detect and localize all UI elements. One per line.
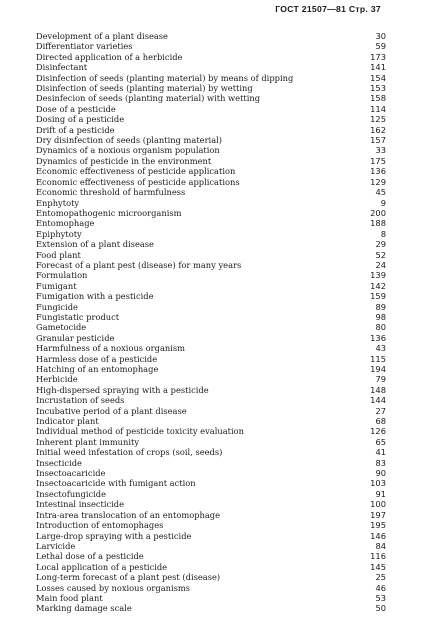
index-page-number: 45 [375, 187, 386, 198]
index-entry [36, 239, 386, 249]
index-page-number: 114 [370, 103, 386, 114]
index-page-number: 116 [370, 551, 386, 562]
index-entry [36, 385, 386, 395]
index-term: Differentiator varieties [36, 41, 133, 52]
index-entry [36, 260, 386, 270]
index-page-number: 136 [370, 166, 386, 177]
index-page-number: 197 [370, 509, 386, 520]
index-entry [36, 520, 386, 530]
index-term: Entomopathogenic microorganism [36, 207, 182, 218]
index-term: Fungicide [36, 301, 78, 312]
index-entry [36, 156, 386, 166]
index-term: Economic threshold of harmfulness [36, 187, 186, 198]
index-page-number: 136 [370, 332, 386, 343]
index-term: Extension of a plant disease [36, 239, 154, 250]
index-term: Dry disinfection of seeds (planting material) [36, 135, 223, 146]
index-entry [36, 593, 386, 603]
index-entry [36, 73, 386, 83]
index-term: Harmless dose of a pesticide [36, 353, 158, 364]
index-entry [36, 583, 386, 593]
index-term: Fumigant [36, 280, 77, 291]
index-page-number: 142 [370, 280, 386, 291]
index-term: High-dispersed spraying with a pesticide [36, 384, 209, 395]
index-page-number: 195 [370, 520, 386, 531]
index-term: Drift of a pesticide [36, 124, 115, 135]
index-entry [36, 426, 386, 436]
index-page-number: 89 [375, 301, 386, 312]
index-entry [36, 437, 386, 447]
index-term: Disinfection of seeds (planting material) by means of dipping [36, 72, 294, 83]
index-term: Dynamics of a noxious organism population [36, 145, 220, 156]
index-entry [36, 468, 386, 478]
index-term: Harmfulness of a noxious organism [36, 343, 186, 354]
index-page-number: 80 [375, 322, 386, 333]
index-entry [36, 291, 386, 301]
index-term: Development of a plant disease [36, 31, 168, 41]
index-entry [36, 478, 386, 488]
index-page-number: 43 [375, 343, 386, 354]
index-page-number: 90 [375, 468, 386, 479]
index-entry [36, 447, 386, 457]
index-page-number: 53 [375, 592, 386, 603]
index-page-number: 145 [370, 561, 386, 572]
index-entry [36, 145, 386, 155]
index-entry [36, 312, 386, 322]
index-entry [36, 531, 386, 541]
index-term: Desinfecion of seeds (planting material) with wetting [36, 93, 261, 104]
index-term: Fungistatic product [36, 311, 120, 322]
index-term: Entomophage [36, 218, 95, 229]
index-entry [36, 250, 386, 260]
index-page-number: 141 [370, 62, 386, 73]
index-page-number: 100 [370, 499, 386, 510]
index-entry [36, 489, 386, 499]
index-term: Indicator plant [36, 416, 99, 427]
index-entry [36, 374, 386, 384]
index-page-number: 129 [370, 176, 386, 187]
index-entry [36, 333, 386, 343]
index-entry [36, 302, 386, 312]
index-term: Introduction of entomophages [36, 520, 164, 531]
index-term: Insectofungicide [36, 488, 107, 499]
index-page-number: 33 [375, 145, 386, 156]
index-entry [36, 177, 386, 187]
index-entry [36, 229, 386, 239]
index-term: Enphytoty [36, 197, 80, 208]
index-term: Gametocide [36, 322, 87, 333]
index-entry [36, 187, 386, 197]
index-page-number: 159 [370, 291, 386, 302]
index-term: Dosing of a pesticide [36, 114, 125, 125]
index-term: Main food plant [36, 592, 103, 603]
index-term: Intra-area translocation of an entomophage [36, 509, 221, 520]
index-entry [36, 62, 386, 72]
index-entry [36, 135, 386, 145]
index-page-number: 79 [375, 374, 386, 385]
index-page-number: 27 [375, 405, 386, 416]
index-term: Insecticide [36, 457, 82, 468]
index-entry [36, 354, 386, 364]
index-page-number: 84 [375, 540, 386, 551]
index-term: Long-term forecast of a plant pest (disease) [36, 572, 221, 583]
index-page-number: 154 [370, 72, 386, 83]
index-page-number: 162 [370, 124, 386, 135]
index-page-number: 59 [375, 41, 386, 52]
index-entry [36, 114, 386, 124]
index-entry [36, 41, 386, 51]
index-term: Economic effectiveness of pesticide application [36, 166, 236, 177]
index-term: Insectoacaricide [36, 468, 106, 479]
index-term: Epiphytoty [36, 228, 82, 239]
index-page-number: 46 [375, 582, 386, 593]
index-page-number: 158 [370, 93, 386, 104]
index-page-number: 50 [375, 603, 386, 614]
index-entry [36, 104, 386, 114]
index-entry [36, 343, 386, 353]
index-term: Inherent plant immunity [36, 436, 140, 447]
index-page-number: 29 [375, 239, 386, 250]
index-term: Forecast of a plant pest (disease) for many years [36, 259, 242, 270]
index-page-number: 103 [370, 478, 386, 489]
index-entry [36, 406, 386, 416]
index-entry [36, 52, 386, 62]
index-entry [36, 510, 386, 520]
index-entry [36, 270, 386, 280]
index-entry [36, 322, 386, 332]
index-entry [36, 198, 386, 208]
page-header: ГОСТ 21507—81 Стр. 37 [275, 4, 381, 14]
index-entry [36, 603, 386, 613]
index-entry [36, 125, 386, 135]
index-term: Incubative period of a plant disease [36, 405, 187, 416]
index-page-number: 24 [375, 259, 386, 270]
index-term: Granular pesticide [36, 332, 115, 343]
index-page-number: 52 [375, 249, 386, 260]
index-term: Local application of a pesticide [36, 561, 168, 572]
index-term: Directed application of a herbicide [36, 51, 183, 62]
index-page-number: 146 [370, 530, 386, 541]
index-page-number: 148 [370, 384, 386, 395]
index-entry [36, 364, 386, 374]
index-page-number: 91 [375, 488, 386, 499]
index-page-number: 157 [370, 135, 386, 146]
index-page-number: 139 [370, 270, 386, 281]
index-page-number: 144 [370, 395, 386, 406]
index-term: Large-drop spraying with a pesticide [36, 530, 192, 541]
index-term: Food plant [36, 249, 81, 260]
index-page-number: 65 [375, 436, 386, 447]
index-term: Incrustation of seeds [36, 395, 125, 406]
index-term: Larvicide [36, 540, 76, 551]
index-term: Intestinal insecticide [36, 499, 125, 510]
index-term: Losses caused by noxious organisms [36, 582, 191, 593]
index-term: Dose of a pesticide [36, 103, 116, 114]
index-term: Hatching of an entomophage [36, 364, 159, 374]
index-term: Lethal dose of a pesticide [36, 551, 144, 562]
index-page-number: 194 [370, 364, 386, 374]
index-page-number: 41 [375, 447, 386, 458]
index-page-number: 83 [375, 457, 386, 468]
index-entry [36, 93, 386, 103]
index-term: Economic effectiveness of pesticide applications [36, 176, 240, 187]
index-page-number: 200 [370, 207, 386, 218]
index-entry [36, 499, 386, 509]
index-term: Insectoacaricide with fumigant action [36, 478, 196, 489]
index-entry [36, 166, 386, 176]
index-term: Herbicide [36, 374, 78, 385]
index-page-number: 25 [375, 572, 386, 583]
index-entry [36, 31, 386, 41]
index-entry [36, 458, 386, 468]
index-page-number: 173 [370, 51, 386, 62]
index-page-number: 98 [375, 311, 386, 322]
index-entry [36, 572, 386, 582]
index-term: Fumigation with a pesticide [36, 291, 154, 302]
index-page-number: 68 [375, 416, 386, 427]
index-page-number: 9 [380, 197, 386, 208]
index-entry [36, 551, 386, 561]
index-term: Initial weed infestation of crops (soil, seeds) [36, 447, 223, 458]
index-entry [36, 395, 386, 405]
index-entry [36, 83, 386, 93]
index-term: Formulation [36, 270, 88, 281]
index-term: Individual method of pesticide toxicity evaluation [36, 426, 244, 437]
index-list [36, 31, 386, 614]
index-entry [36, 218, 386, 228]
index-page-number: 30 [375, 31, 386, 41]
index-page-number: 175 [370, 155, 386, 166]
index-term: Dynamics of pesticide in the environment [36, 155, 212, 166]
index-page-number: 188 [370, 218, 386, 229]
index-entry [36, 562, 386, 572]
index-term: Disinfection of seeds (planting material) by wetting [36, 83, 253, 94]
index-page-number: 115 [370, 353, 386, 364]
index-page-number: 125 [370, 114, 386, 125]
index-entry [36, 541, 386, 551]
index-page-number: 126 [370, 426, 386, 437]
index-term: Disinfectant [36, 62, 88, 73]
index-entry [36, 281, 386, 291]
index-page-number: 8 [380, 228, 386, 239]
index-term: Marking damage scale [36, 603, 132, 614]
index-entry [36, 416, 386, 426]
index-page-number: 153 [370, 83, 386, 94]
index-entry [36, 208, 386, 218]
